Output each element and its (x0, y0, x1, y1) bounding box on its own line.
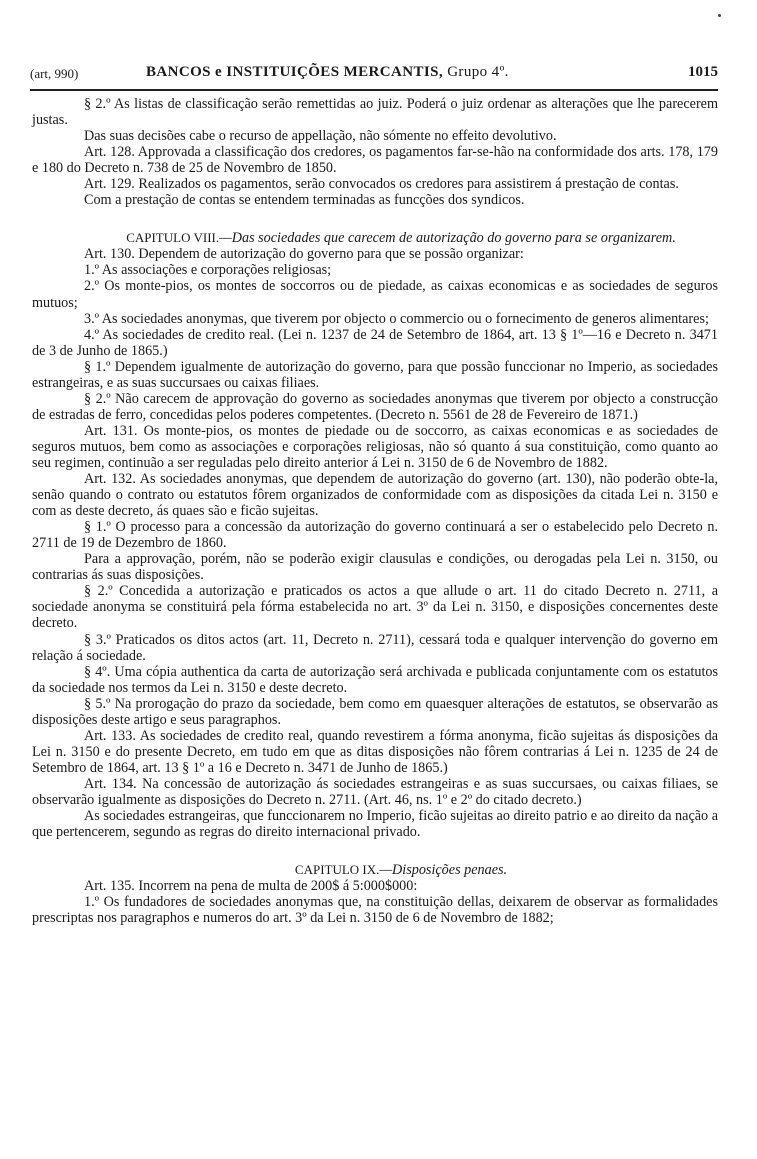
header-group: Grupo 4º. (447, 64, 509, 80)
paragraph: § 1.º O processo para a concessão da autorização do governo continuará a ser o estabelecido pelo Decreto n. 2711 de 19 de Dezembro de 1860. (32, 519, 718, 552)
paragraph: § 1.º Dependem igualmente de autorização do governo, para que possão funccionar no Imperio, as sociedades estrangeiras, e as suas succursaes ou caixas filiaes. (32, 358, 718, 391)
chapter-heading-9 (32, 862, 718, 878)
paragraph: Das suas decisões cabe o recurso de appellação, não sómente no effeito devolutivo. (84, 128, 557, 145)
chapter-title: —Disposições penaes. (379, 862, 508, 879)
chapter-label: CAPITULO VIII. (126, 230, 220, 246)
header-title-text: BANCOS e INSTITUIÇÕES MERCANTIS, (146, 64, 444, 80)
paragraph: Art. 130. Dependem de autorização do governo para que se possão organizar: (84, 246, 524, 263)
paragraph: Art. 135. Incorrem na pena de multa de 200$ á 5:000$000: (84, 878, 418, 895)
paragraph: 3.º As sociedades anonymas, que tiverem por objecto o commercio ou o fornecimento de generos alimentares; (84, 310, 709, 327)
paragraph: § 3.º Praticados os ditos actos (art. 11, Decreto n. 2711), cessará toda e qualquer intervenção do governo em relação á sociedade. (32, 631, 718, 664)
chapter-title: —Das sociedades que carecem de autorização do governo para se organizarem. (219, 230, 676, 247)
paragraph: § 5.º Na prorogação do prazo da sociedade, bem como em quaesquer alterações de estatutos, se observarão as disposições deste artigo e seus paragraphos. (32, 695, 718, 728)
paragraph: § 2.º Não carecem de approvação do governo as sociedades anonymas que tiverem por objecto a construcção de estradas de ferro, concedidas pelos poderes competentes. (Decreto n. 5561 de 28 de Fevereiro de 1871.) (32, 390, 718, 423)
header-rule (30, 89, 718, 91)
paragraph: 1.º Os fundadores de sociedades anonymas que, na constituição dellas, deixarem de observar as formalidades prescriptas nos paragraphos e numeros do art. 3º da Lei n. 3150 de 6 de Novembro de 1882; (32, 894, 718, 927)
paragraph: 4.º As sociedades de credito real. (Lei n. 1237 de 24 de Setembro de 1864, art. 13 § 1º—16 e Decreto n. 3471 de 3 de Junho de 1865.) (32, 326, 718, 359)
chapter-heading-8 (32, 230, 718, 246)
paragraph: § 2.º Concedida a autorização e praticados os actos a que allude o art. 11 do citado Decreto n. 2711, a sociedade anonyma se constituirá pela fórma estabelecida no art. 3º da Lei n. 3150, e disposições concernentes deste decreto. (32, 583, 718, 632)
paragraph: 1.º As associações e corporações religiosas; (84, 262, 332, 279)
running-header (30, 64, 718, 88)
paragraph: 2.º Os monte-pios, os montes de soccorros ou de piedade, as caixas economicas e as sociedades de seguros mutuos; (32, 278, 718, 311)
paragraph: § 2.º As listas de classificação serão remettidas ao juiz. Poderá o juiz ordenar as alterações que lhe parecerem justas. (32, 96, 718, 129)
paragraph: Com a prestação de contas se entendem terminadas as funcções dos syndicos. (84, 192, 525, 209)
paragraph: § 4º. Uma cópia authentica da carta de autorização será archivada e publicada conjuntamente com os estatutos da sociedade nos termos da Lei n. 3150 e deste decreto. (32, 663, 718, 696)
ink-speck (718, 14, 721, 17)
header-title (146, 64, 509, 81)
paragraph: As sociedades estrangeiras, que funccionarem no Imperio, ficão sujeitas ao direito patrio e ao direito da nação a que pertencerem, segundo as regras do direito internacional privado. (32, 808, 718, 841)
paragraph: Art. 133. As sociedades de credito real, quando revestirem a fórma anonyma, ficão sujeitas ás disposições da Lei n. 3150 e do presente Decreto, em tudo em que as ditas disposições não fôrem contrarias á Lei n. 1235 de 24 de Setembro de 1864, art. 13 § 1º a 16 e Decreto n. 3471 de Junho de 1865.) (32, 727, 718, 776)
section-gap (32, 840, 718, 862)
paragraph: Art. 134. Na concessão de autorização ás sociedades estrangeiras e as suas succursaes, ou caixas filiaes, se observarão igualmente as disposições do Decreto n. 2711. (Art. 46, ns. 1º e 2º do citado decreto.) (32, 775, 718, 808)
page-number: 1015 (688, 64, 718, 80)
paragraph: Art. 132. As sociedades anonymas, que dependem de autorização do governo (art. 130), não poderão obte-la, senão quando o contrato ou estatutos fôrem organizados de conformidade com as disposições da citada Lei n. 3150 e com as deste decreto, ás quaes são e ficão sujeitas. (32, 471, 718, 520)
paragraph: Art. 128. Approvada a classificação dos credores, os pagamentos far-se-hão na conformidade dos arts. 178, 179 e 180 do Decreto n. 738 de 25 de Novembro de 1850. (32, 144, 718, 177)
paragraph: Art. 129. Realizados os pagamentos, serão convocados os credores para assistirem á prestação de contas. (84, 176, 679, 193)
section-gap (32, 208, 718, 230)
page-body (32, 96, 718, 926)
chapter-label: CAPITULO IX. (294, 862, 380, 878)
paragraph: Para a approvação, porém, não se poderão exigir clausulas e condições, ou derogadas pela Lei n. 3150, ou contrarias ás suas disposições. (32, 551, 718, 584)
paragraph: Art. 131. Os monte-pios, os montes de piedade ou de soccorro, as caixas economicas e as sociedades de seguros mutuos, bem como as associações e corporações religiosas, não só quanto á sua constituição, como quanto ao seu regimen, continuão a ser reguladas pelo direito anterior á Lei n. 3150 de 6 de Novembro de 1882. (32, 422, 718, 471)
header-article-ref: (art, 990) (30, 66, 79, 81)
